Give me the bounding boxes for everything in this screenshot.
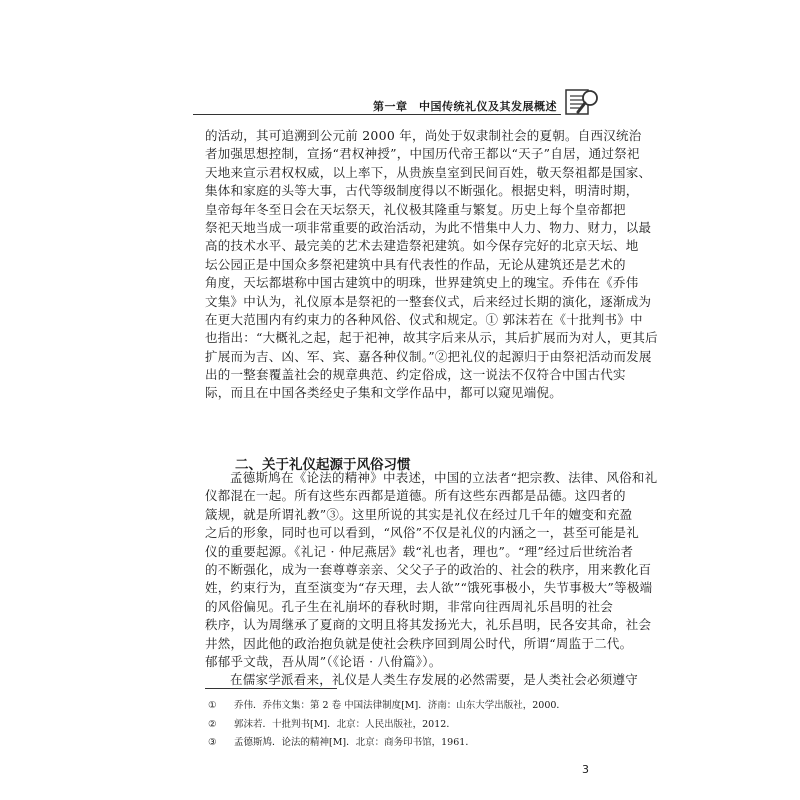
text-line: 皇帝每年冬至日会在天坛祭天，礼仪极其隆重与繁复。历史上每个皇帝都把 <box>205 201 626 217</box>
footnote <box>208 716 598 735</box>
footnote-number: ③ <box>208 737 217 748</box>
footnote-text: 郭沫若．十批判书[M]．北京：人民出版社，2012． <box>234 718 456 730</box>
text-line: 之后的形象，同时也可以看到，“风俗”不仅是礼仪的内涵之一，甚至可能是礼 <box>205 525 640 541</box>
text-line: 角度，天坛都堪称中国古建筑中的明珠，世界建筑史上的瑰宝。乔伟在《乔伟 <box>205 275 639 291</box>
text-line: 的风俗偏见。孔子生在礼崩坏的春秋时期，非常向往西周礼乐昌明的社会 <box>205 598 614 614</box>
page-number: 3 <box>582 763 589 776</box>
text-line: 也指出：“大概礼之起，起于祀神，故其字后来从示，其后扩展而为对人，更其后 <box>205 330 658 346</box>
text-line: 高的技术水平、最完美的艺术去建造祭祀建筑。如今保存完好的北京天坛、地 <box>205 238 639 254</box>
text-line: 秩序，认为周继承了夏商的文明且将其发扬光大，礼乐昌明，民各安其命，社会 <box>205 617 652 633</box>
footnote-rule <box>205 688 337 689</box>
book-magnifier-icon <box>563 85 603 117</box>
text-line: 文集》中认为，礼仪原本是祭祀的一整套仪式，后来经过长期的演化，逐渐成为 <box>205 293 652 309</box>
text-line: 扩展而为吉、凶、军、宾、嘉各种仪制。”②把礼仪的起源归于由祭祀活动而发展 <box>205 348 652 364</box>
text-line: 天地来宣示君权权威，以上率下，从贵族皇室到民间百姓，敬天祭祖都是国家、 <box>205 164 652 180</box>
running-header <box>193 85 603 117</box>
footnote-number: ② <box>208 718 217 730</box>
text-line: 仪都混在一起。所有这些东西都是道德。所有这些东西都是品德。这四者的 <box>205 488 626 504</box>
footnote <box>208 734 598 753</box>
text-line: 郁郁乎文哉，吾从周”（《论语 · 八佾篇》）。 <box>205 653 442 669</box>
text-line: 际，而且在中国各类经史子集和文学作品中，都可以窥见端倪。 <box>205 385 563 401</box>
text-line: 仪的重要起源。《礼记 · 仲尼燕居》载“礼也者，理也”。“理”经过后世统治者 <box>205 543 634 559</box>
footnotes <box>208 697 598 753</box>
text-line: 姓，约束行为，直至演变为“存天理，去人欲”“饿死事极小，失节事极大”等极端 <box>205 580 653 596</box>
section-heading: 二、关于礼仪起源于风俗习惯 <box>235 457 411 473</box>
body-text-top <box>205 127 658 403</box>
text-line: 的不断强化，成为一套尊尊亲亲、父父子子的政治的、社会的秩序，用来教化百 <box>205 561 652 577</box>
text-line: 在更大范围内有约束力的各种风俗、仪式和规定。① 郭沫若在《十批判书》中 <box>205 311 643 327</box>
text-line: 在儒家学派看来，礼仪是人类生存发展的必然需要，是人类社会必须遵守 <box>230 672 639 688</box>
header-rule <box>193 114 561 115</box>
text-line: 孟德斯鸠在《论法的精神》中表述，中国的立法者“把宗教、法律、风俗和礼 <box>230 470 658 485</box>
text-line: 祭祀天地当成一项非常重要的政治活动，为此不惜集中人力、物力、财力，以最 <box>205 219 652 235</box>
text-line: 坛公园正是中国众多祭祀建筑中具有代表性的作品，无论从建筑还是艺术的 <box>205 256 626 272</box>
footnote <box>208 697 598 716</box>
text-line: 集体和家庭的头等大事，古代等级制度得以不断强化。根据史料，明清时期， <box>205 183 639 199</box>
text-line: 箴规，就是所谓礼教”③。这里所说的其实是礼仪在经过几千年的嬗变和充盈 <box>205 506 633 522</box>
footnote-number: ① <box>208 700 217 711</box>
text-line: 的活动，其可追溯到公元前 2000 年，尚处于奴隶制社会的夏朝。自西汉统治 <box>205 128 642 143</box>
text-line: 者加强思想控制，宣扬“君权神授”，中国历代帝王都以“天子”自居，通过祭祀 <box>205 146 640 162</box>
chapter-title: 第一章 中国传统礼仪及其发展概述 <box>373 100 557 113</box>
body-text-bottom <box>205 469 658 690</box>
text-line: 井然，因此他的政治抱负就是使社会秩序回到周公时代，所谓“周监于二代。 <box>205 635 633 651</box>
footnote-text: 孟德斯鸠．论法的精神[M]．北京：商务印书馆，1961． <box>234 737 475 748</box>
footnote-text: 乔伟．乔伟文集：第 2 卷 中国法律制度[M]．济南：山东大学出版社，2000． <box>234 700 566 711</box>
text-line: 出的一整套覆盖社会的规章典范、约定俗成，这一说法不仅符合中国古代实 <box>205 367 626 383</box>
